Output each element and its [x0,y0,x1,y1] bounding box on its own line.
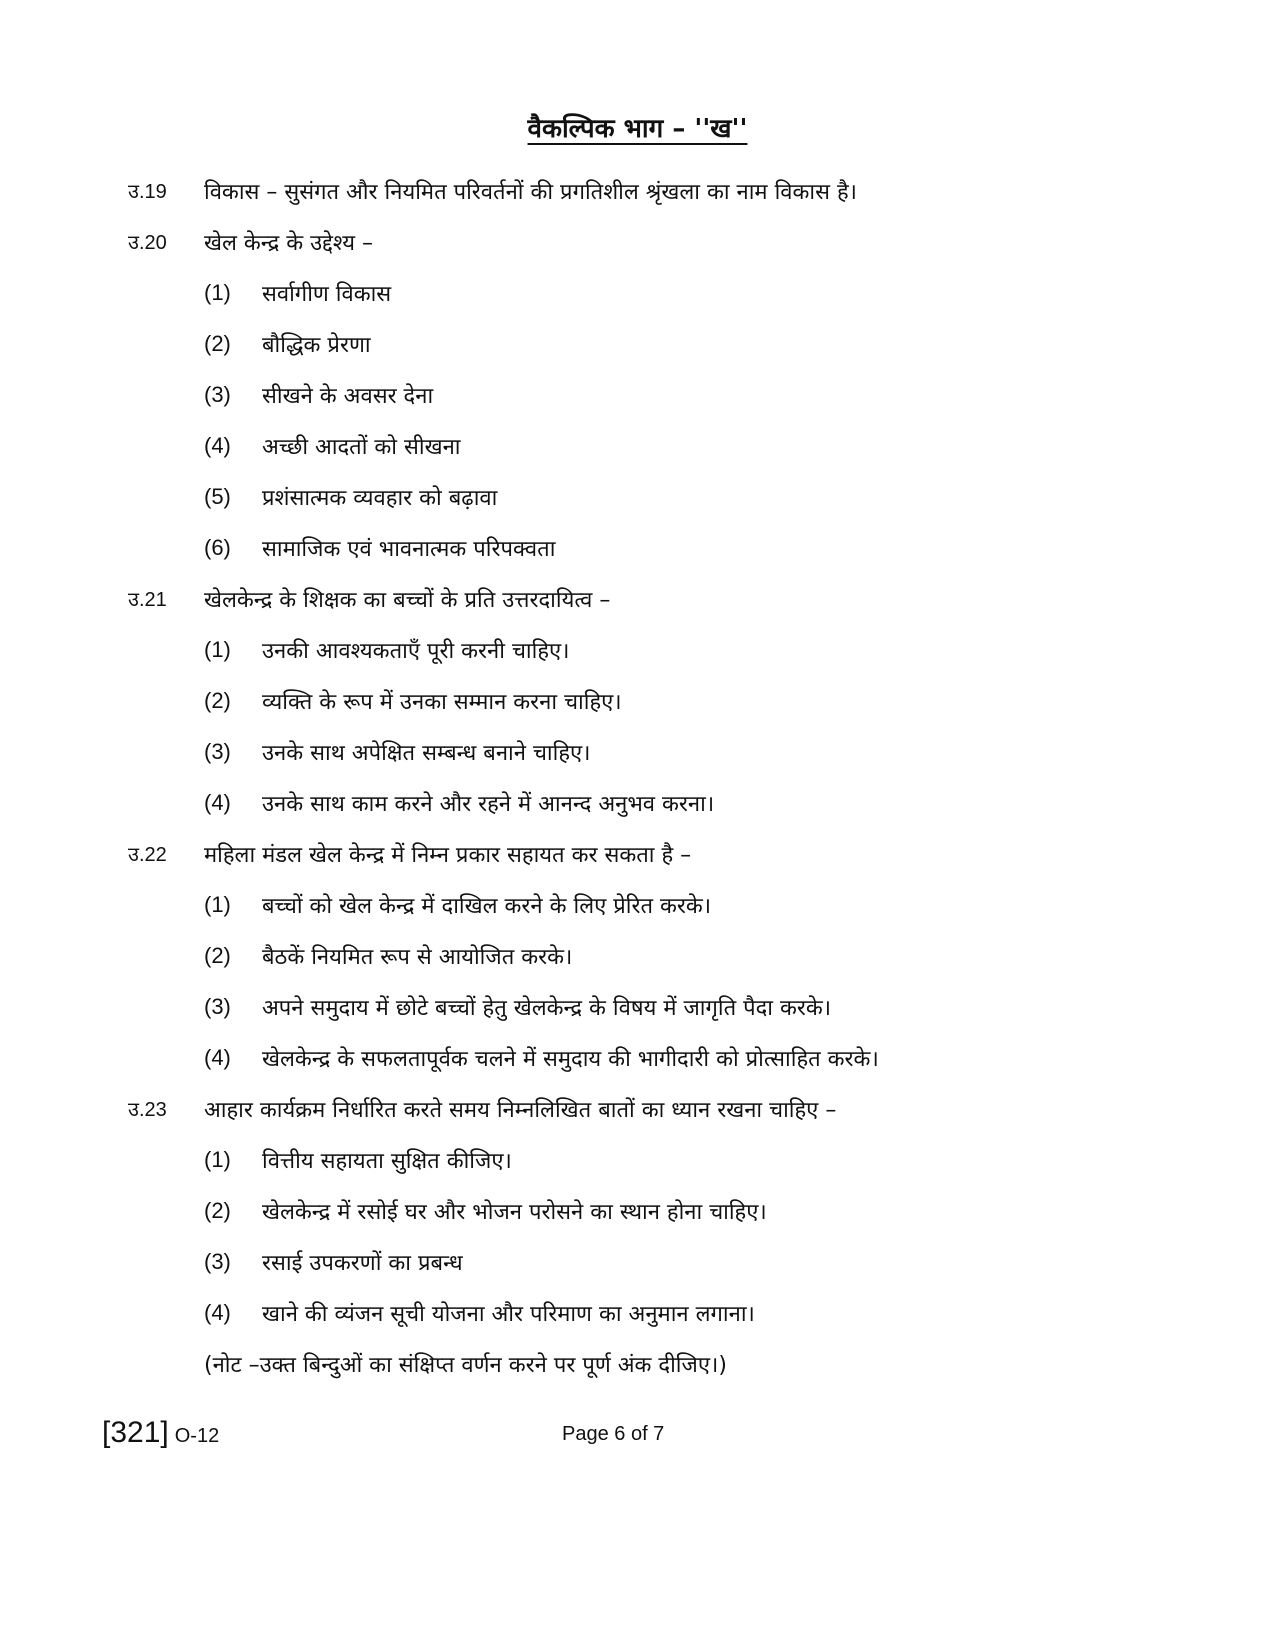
answer-point-text: उनके साथ अपेक्षित सम्बन्ध बनाने चाहिए। [262,740,591,766]
answer-point-number: (6) [204,534,231,560]
question-text: खेल केन्द्र के उद्देश्य – [204,230,373,256]
answer-point-number: (4) [204,1044,231,1070]
answer-point-text: अच्छी आदतों को सीखना [262,434,461,460]
answer-point-number: (4) [204,1299,231,1325]
question-number: उ.23 [128,1099,167,1121]
answer-point [128,624,1168,675]
answer-point-number: (1) [204,636,231,662]
page-footer [102,1413,1202,1453]
answer-point [128,471,1168,522]
answer-point-number: (5) [204,483,231,509]
answer-point-number: (1) [204,1146,231,1172]
paper-code [102,1413,219,1456]
answer-point-number: (2) [204,330,231,356]
answer-point-number: (4) [204,432,231,458]
answer-point-text: बैठकें नियमित रूप से आयोजित करके। [262,944,573,970]
question-number: उ.22 [128,844,167,866]
answer-point [128,1236,1168,1287]
paper-code-number: [321] [102,1416,169,1449]
answer-point [128,1134,1168,1185]
answer-point-text: सर्वागीण विकास [262,281,392,307]
answer-point-text: बौद्धिक प्रेरणा [262,332,371,358]
question-row [128,1083,1168,1134]
question-text: आहार कार्यक्रम निर्धारित करते समय निम्नलिखित बातों का ध्यान रखना चाहिए – [204,1097,837,1123]
answer-point-text: खेलकेन्द्र में रसोई घर और भोजन परोसने का स्थान होना चाहिए। [262,1199,767,1225]
marking-note: (नोट –उक्त बिन्दुओं का संक्षिप्त वर्णन करने पर पूर्ण अंक दीजिए।) [204,1352,727,1378]
answer-point-text: उनके साथ काम करने और रहने में आनन्द अनुभव करना। [262,791,715,817]
question-number: उ.19 [128,181,167,203]
answer-point-number: (4) [204,789,231,815]
section-title [0,112,1275,146]
answer-point-number: (3) [204,993,231,1019]
answer-point [128,726,1168,777]
answer-point-number: (1) [204,279,231,305]
question-text: खेलकेन्द्र के शिक्षक का बच्चों के प्रति उत्तरदायित्व – [204,587,611,613]
answer-point [128,522,1168,573]
answer-point-text: बच्चों को खेल केन्द्र में दाखिल करने के लिए प्रेरित करके। [262,893,712,919]
answer-point-text: प्रशंसात्मक व्यवहार को बढ़ावा [262,485,498,511]
answer-point-number: (2) [204,687,231,713]
question-row [128,573,1168,624]
answer-point [128,675,1168,726]
answer-point-text: अपने समुदाय में छोटे बच्चों हेतु खेलकेन्द्र के विषय में जागृति पैदा करके। [262,995,832,1021]
answer-point [128,777,1168,828]
answer-point [128,369,1168,420]
answer-point [128,318,1168,369]
answer-point-number: (3) [204,738,231,764]
answer-point [128,1032,1168,1083]
answer-point [128,1185,1168,1236]
answer-point-text: सामाजिक एवं भावनात्मक परिपक्वता [262,536,556,562]
answer-point-text: सीखने के अवसर देना [262,383,434,409]
question-text: विकास – सुसंगत और नियमित परिवर्तनों की प्रगतिशील श्रृंखला का नाम विकास है। [204,179,857,205]
question-number: उ.21 [128,589,167,611]
answer-point-number: (3) [204,381,231,407]
answer-point [128,420,1168,471]
answer-point [128,1287,1168,1338]
answer-point [128,267,1168,318]
answer-content [128,165,1168,1389]
section-title-text: वैकल्पिक भाग – ''ख'' [527,114,748,144]
answer-point-number: (1) [204,891,231,917]
answer-point-number: (2) [204,1197,231,1223]
question-row [128,828,1168,879]
answer-point-number: (3) [204,1248,231,1274]
question-row [128,216,1168,267]
answer-point [128,981,1168,1032]
answer-point [128,930,1168,981]
answer-point-text: खाने की व्यंजन सूची योजना और परिमाण का अनुमान लगाना। [262,1301,755,1327]
question-row [128,165,1168,216]
answer-point-text: खेलकेन्द्र के सफलतापूर्वक चलने में समुदाय की भागीदारी को प्रोत्साहित करके। [262,1046,879,1072]
answer-point-text: वित्तीय सहायता सुक्षित कीजिए। [262,1148,512,1174]
page-number: Page 6 of 7 [562,1423,665,1445]
answer-point-number: (2) [204,942,231,968]
answer-point-text: रसाई उपकरणों का प्रबन्ध [262,1250,463,1276]
question-text: महिला मंडल खेल केन्द्र में निम्न प्रकार सहायत कर सकता है – [204,842,692,868]
answer-point-text: उनकी आवश्यकताएँ पूरी करनी चाहिए। [262,638,570,664]
answer-point [128,879,1168,930]
answer-point-text: व्यक्ति के रूप में उनका सम्मान करना चाहिए। [262,689,622,715]
paper-code-suffix: O-12 [174,1425,220,1447]
question-number: उ.20 [128,232,167,254]
